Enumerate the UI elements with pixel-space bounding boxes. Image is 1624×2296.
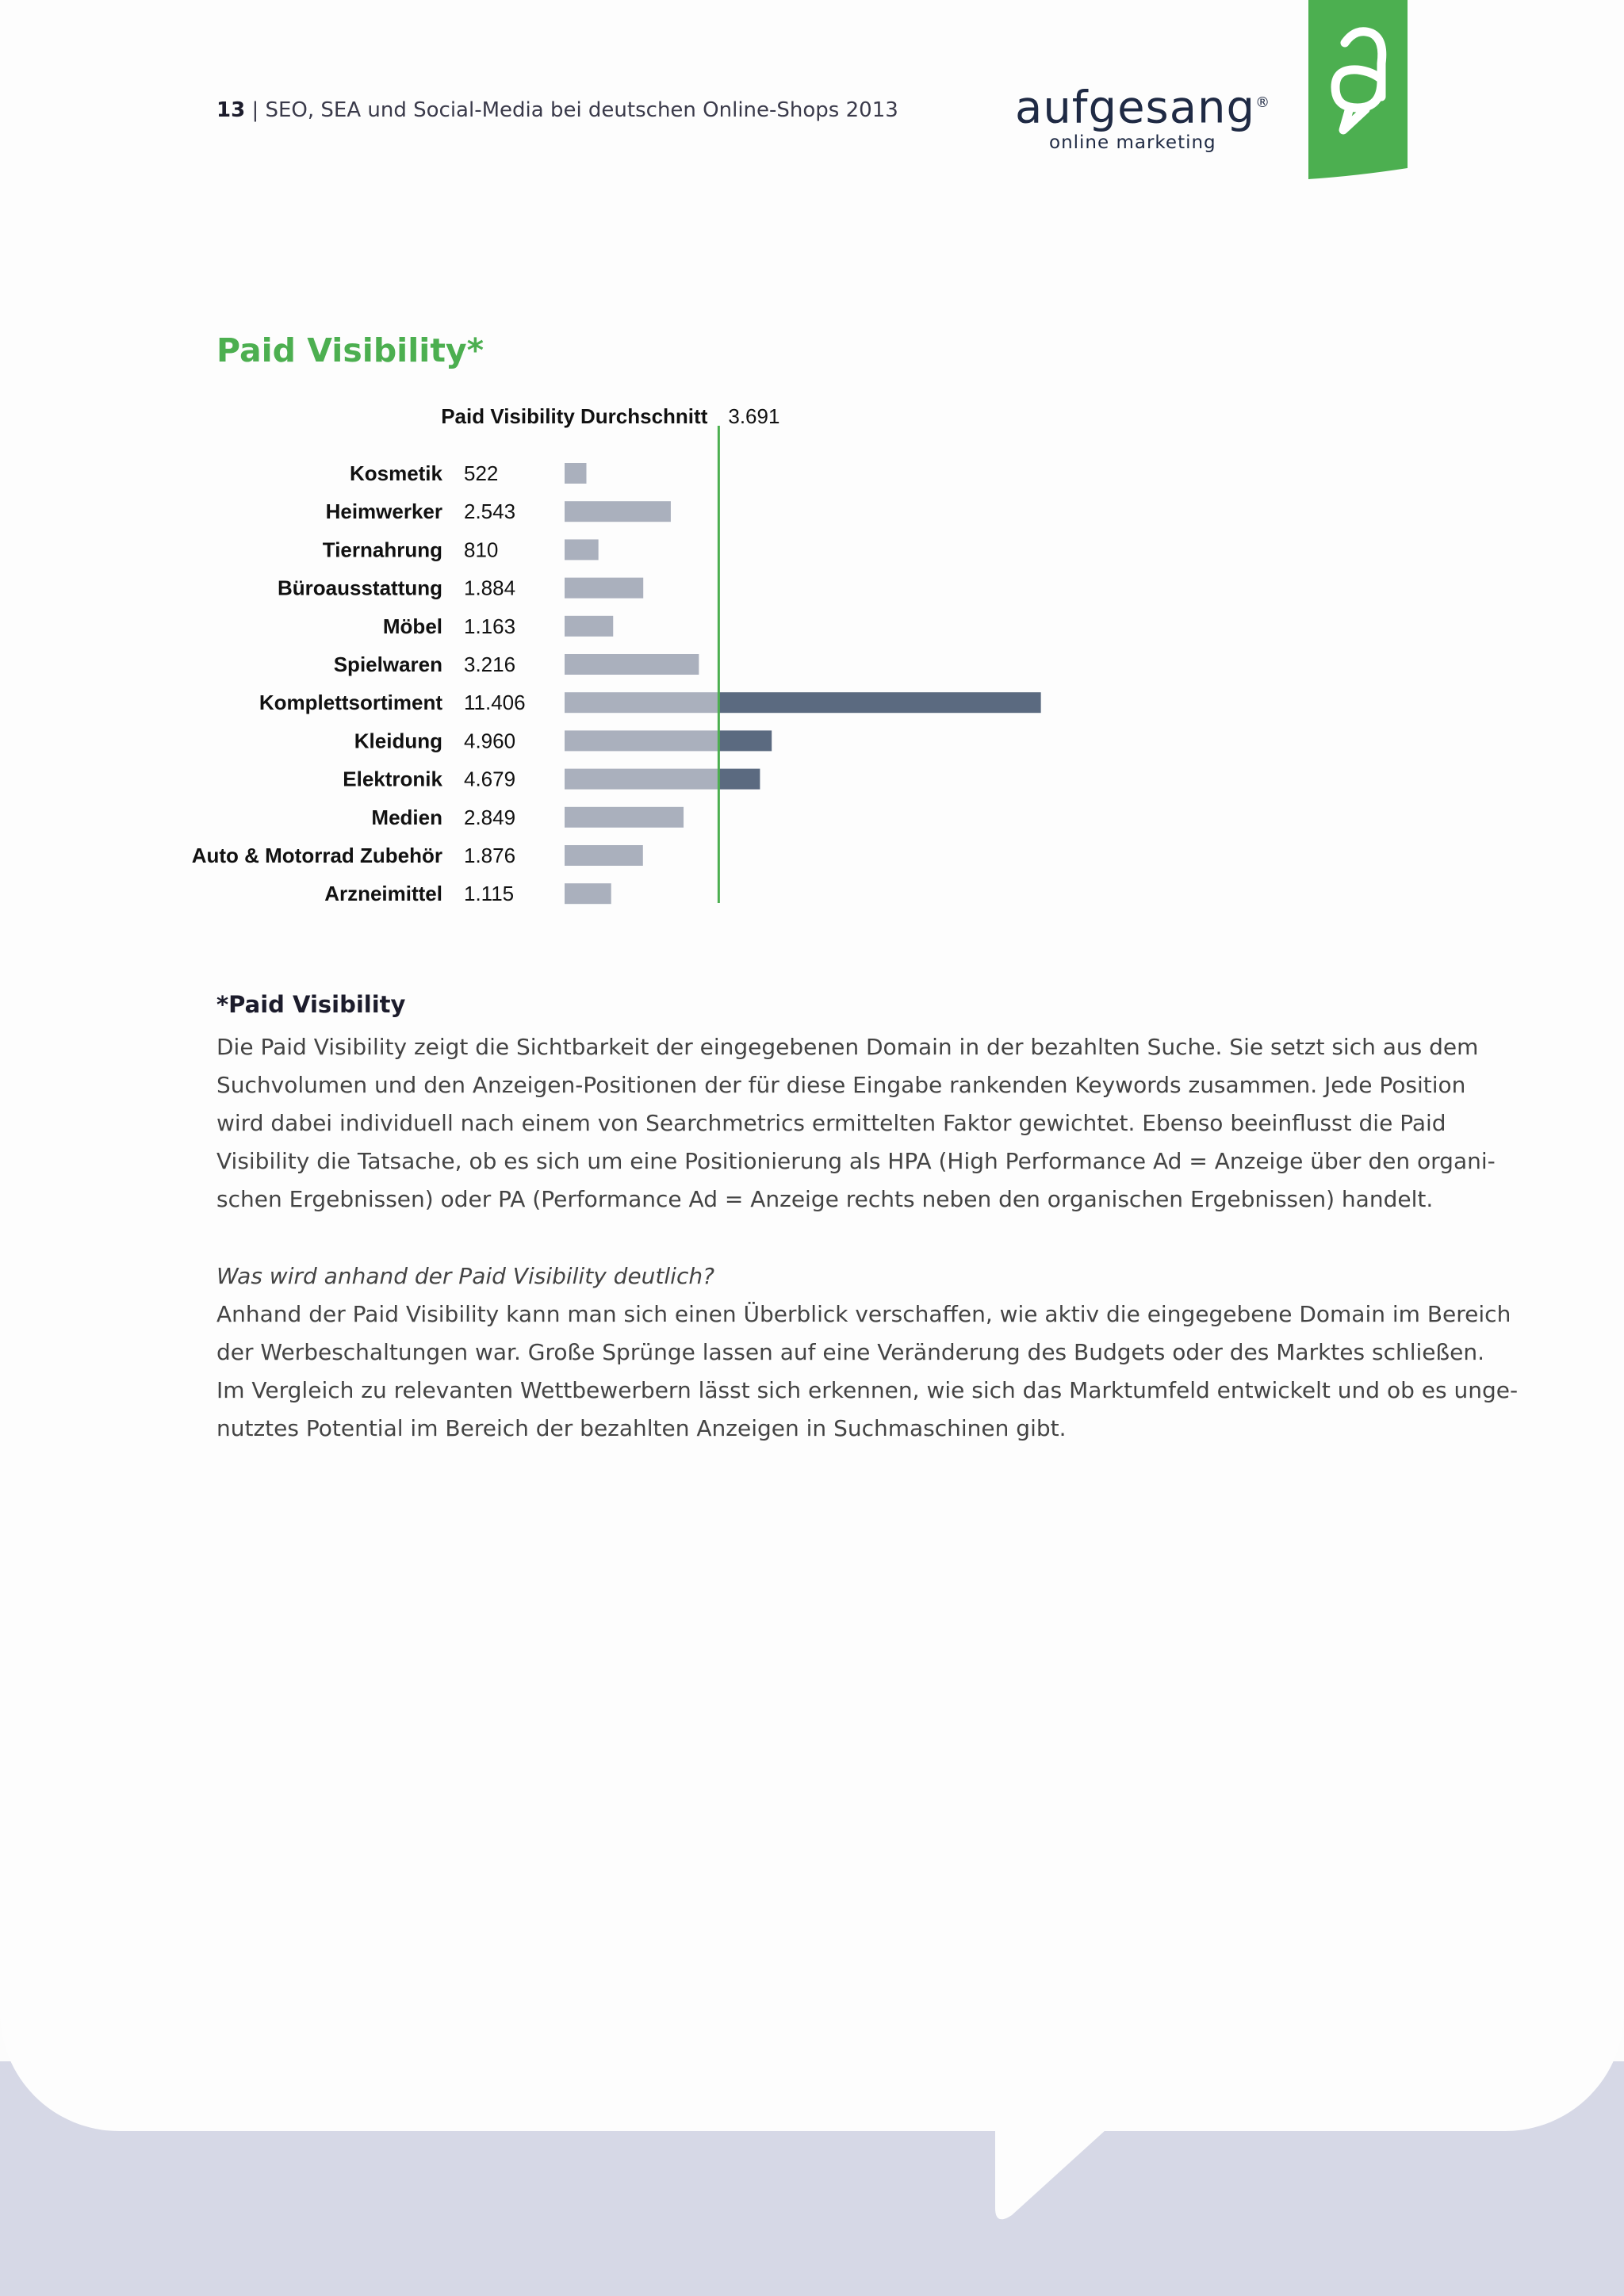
- bar: [565, 654, 699, 675]
- category-label: Heimwerker: [325, 499, 442, 524]
- category-label: Komplettsortiment: [259, 691, 442, 715]
- value-label: 1.876: [464, 844, 516, 867]
- paragraph-line: schen Ergebnissen) oder PA (Performance Ad = Anzeige rechts neben den organischen Ergebnissen) handelt.: [216, 1186, 1434, 1212]
- value-label: 4.679: [464, 767, 516, 791]
- bar-above-average: [718, 692, 1040, 713]
- bar: [565, 845, 643, 866]
- category-label: Spielwaren: [333, 652, 442, 676]
- value-label: 4.960: [464, 729, 516, 753]
- registered-mark: ®: [1255, 94, 1271, 111]
- header-separator: |: [251, 98, 259, 122]
- value-label: 11.406: [464, 691, 526, 715]
- category-label: Kosmetik: [349, 461, 442, 485]
- paragraph-line: Im Vergleich zu relevanten Wettbewerbern lässt sich erkennen, wie sich das Marktumfeld entwickelt und ob es unge-: [216, 1377, 1519, 1403]
- value-label: 810: [464, 538, 499, 562]
- value-label: 3.216: [464, 652, 516, 676]
- paid-visibility-chart: [0, 0, 1624, 951]
- bar: [565, 539, 599, 560]
- logo-tagline: online marketing: [1049, 132, 1216, 153]
- note-question: Was wird anhand der Paid Visibility deutlich?: [216, 1263, 714, 1289]
- bar: [565, 692, 718, 713]
- category-label: Büroausstattung: [278, 576, 442, 600]
- section-title: Paid Visibility*: [216, 331, 485, 369]
- category-label: Kleidung: [354, 729, 442, 753]
- value-label: 2.543: [464, 499, 516, 524]
- paragraph-line: der Werbeschaltungen war. Große Sprünge lassen auf eine Veränderung des Budgets oder des Marktes schließen.: [216, 1339, 1485, 1365]
- bar-above-average: [718, 730, 772, 751]
- value-label: 1.884: [464, 576, 516, 600]
- paragraph-line: Visibility die Tatsache, ob es sich um eine Positionierung als HPA (High Performance Ad = Anzeige über den organi-: [216, 1148, 1496, 1174]
- logo-wordmark: aufgesang®: [1015, 82, 1271, 134]
- note-paragraph-1: [216, 1028, 1496, 1219]
- note-paragraph-2: [216, 1295, 1519, 1448]
- category-label: Elektronik: [343, 767, 442, 791]
- paragraph-line: Anhand der Paid Visibility kann man sich einen Überblick verschaffen, wie aktiv die eingegebene Domain im Bereich: [216, 1301, 1511, 1327]
- page-number: 13: [216, 98, 246, 122]
- bar: [565, 616, 613, 637]
- bar: [565, 807, 684, 828]
- note-title: *Paid Visibility: [216, 991, 406, 1018]
- average-label: Paid Visibility Durchschnitt: [441, 404, 708, 428]
- paragraph-line: nutztes Potential im Bereich der bezahlten Anzeigen in Suchmaschinen gibt.: [216, 1415, 1067, 1441]
- bar: [565, 883, 611, 904]
- category-label: Tiernahrung: [322, 538, 442, 562]
- value-label: 522: [464, 461, 499, 485]
- paragraph-line: wird dabei individuell nach einem von Searchmetrics ermittelten Faktor gewichtet. Ebenso beeinflusst die Paid: [216, 1110, 1446, 1136]
- paragraph-line: Die Paid Visibility zeigt die Sichtbarkeit der eingegebenen Domain in der bezahlten Suche. Sie setzt sich aus dem: [216, 1034, 1479, 1060]
- value-label: 1.163: [464, 614, 516, 638]
- average-value: 3.691: [728, 404, 780, 428]
- bar: [565, 730, 718, 751]
- paragraph-line: Suchvolumen und den Anzeigen-Positionen der für diese Eingabe rankenden Keywords zusammen. Jede Position: [216, 1072, 1466, 1098]
- document-title: SEO, SEA und Social-Media bei deutschen Online-Shops 2013: [265, 98, 898, 122]
- value-label: 2.849: [464, 805, 516, 829]
- bar: [565, 463, 586, 484]
- bar: [565, 578, 643, 599]
- category-label: Medien: [371, 805, 442, 829]
- bar: [565, 769, 718, 790]
- bar: [565, 501, 671, 522]
- category-label: Arzneimittel: [324, 882, 442, 906]
- value-label: 1.115: [464, 882, 515, 906]
- bar-above-average: [718, 769, 760, 790]
- category-label: Auto & Motorrad Zubehör: [191, 844, 442, 867]
- category-label: Möbel: [382, 614, 442, 638]
